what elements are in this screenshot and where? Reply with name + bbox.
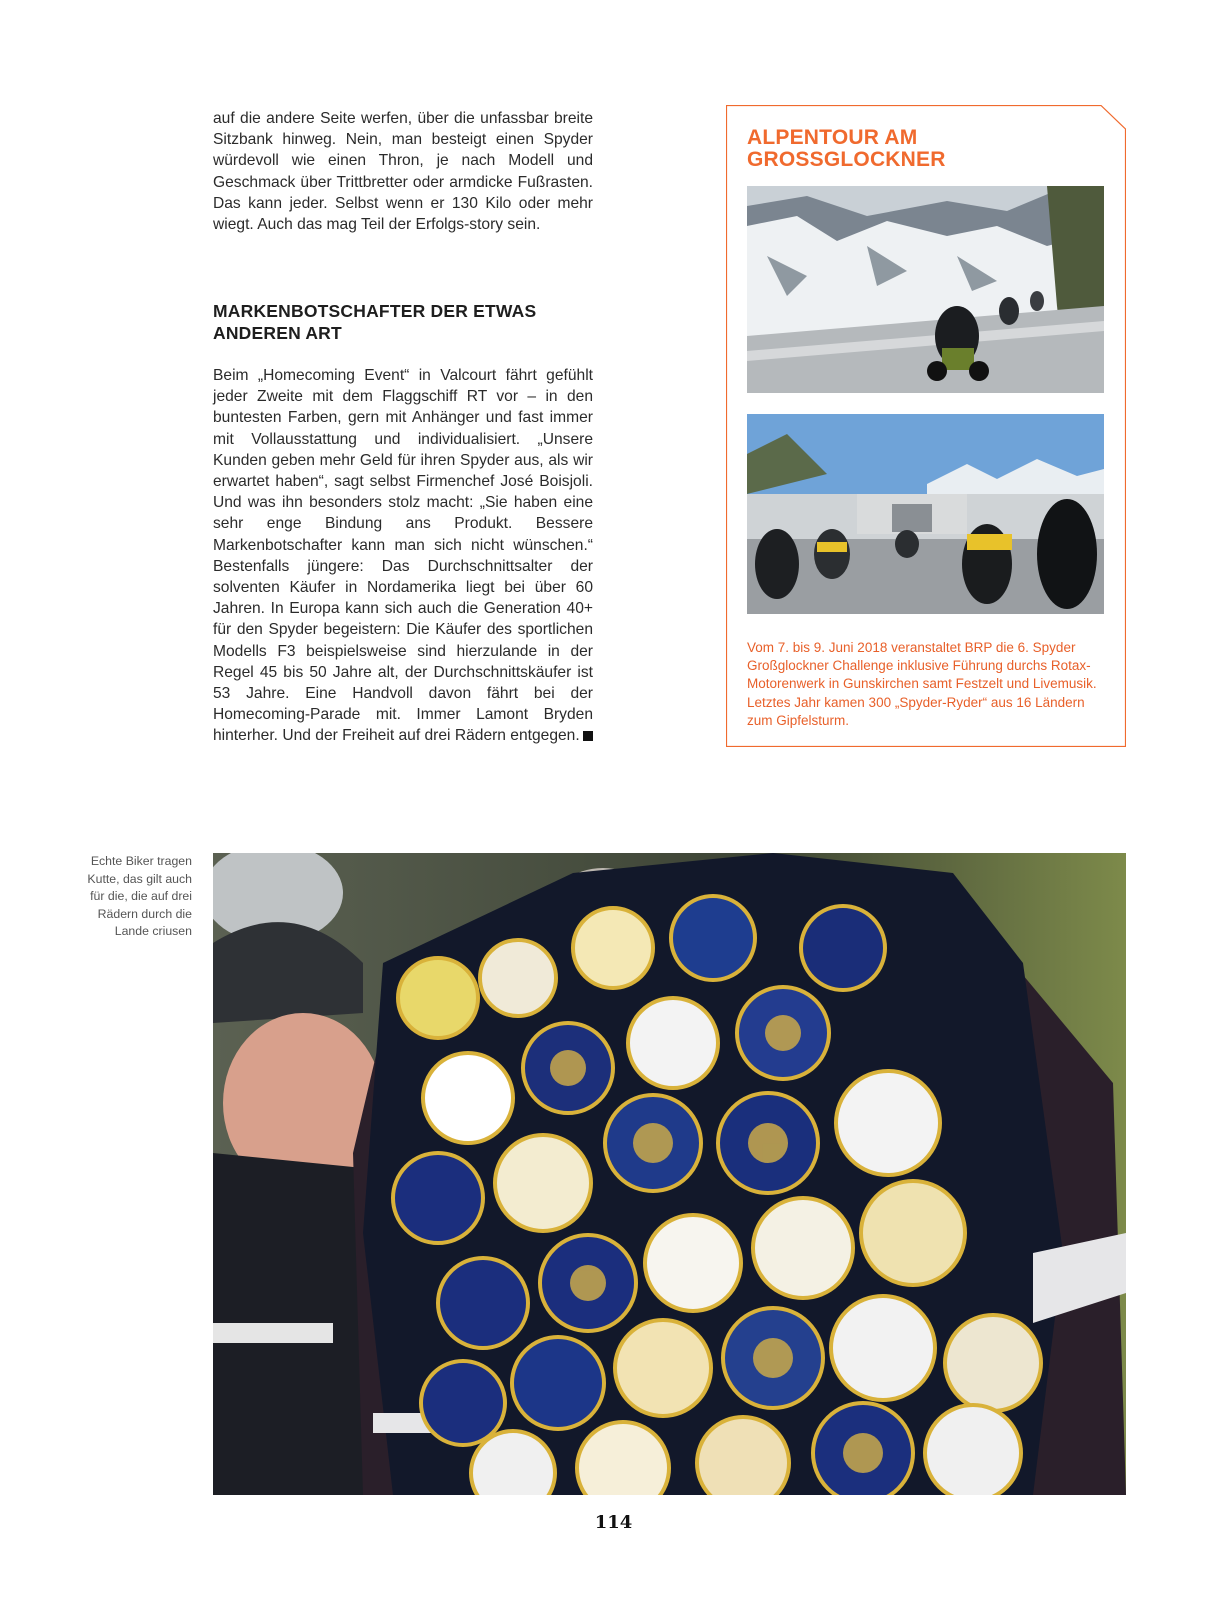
sidebar-title bbox=[747, 127, 1107, 171]
photo-glacier-road bbox=[747, 186, 1104, 393]
article-paragraph-2 bbox=[213, 365, 593, 747]
section-heading: MARKENBOTSCHAFTER DER ETWAS ANDEREN ART bbox=[213, 301, 537, 343]
page-number: 114 bbox=[594, 1512, 633, 1533]
photo-vest-state-seals bbox=[213, 853, 1126, 1495]
photo-group-at-pass bbox=[747, 414, 1104, 614]
article-paragraph-2-text: Beim „Homecoming Event“ in Valcourt fährt gefühlt jeder Zweite mit dem Flaggschiff RT vor – in den buntesten Farben, gern mit Anhänger und fast immer mit Vollausstattung und individualisiert. „Unsere Kunden geben mehr Geld für ihren Spyder aus, als wir erwartet haben“, sagt selbst Firmenchef José Boisjoli. Und was ihn besonders stolz macht: „Sie haben eine sehr enge Bindung ans Produkt. Bessere Markenbotschafter kann man sich nicht wünschen.“ Bestenfalls jüngere: Das Durchschnittsalter der solventen Käufer in Nordamerika liegt bei über 60 Jahren. In Europa kann sich auch die Generation 40+ für den Spyder begeistern: Die Käufer des sportlichen Modells F3 beispielsweise sind hierzulande in der Regel 45 bis 50 Jahre alt, der Durchschnittskäufer ist 53 Jahre. Eine Handvoll davon fährt bei der Homecoming-Parade mit. Immer Lamont Bryden hinterher. Und der Freiheit auf drei Rädern entgegen. bbox=[213, 367, 593, 745]
sidebar-box bbox=[726, 105, 1126, 747]
sidebar-title-line-2: GROSSGLOCKNER bbox=[747, 148, 946, 171]
sidebar-caption: Vom 7. bis 9. Juni 2018 veranstaltet BRP die 6. Spyder Großglockner Challenge inklusive Führung durchs Rotax-Motorenwerk in Gunskirchen samt Festzelt und Livemusik. Letztes Jahr kamen 300 „Spyder-Ryder“ aus 16 Ländern zum Gipfelsturm. bbox=[747, 640, 1097, 728]
photo-caption: Echte Biker tragen Kutte, das gilt auch für die, die auf drei Rädern durch die Lande criusen bbox=[87, 854, 192, 939]
article-paragraph-1: auf die andere Seite werfen, über die unfassbar breite Sitzbank hinweg. Nein, man besteigt einen Spyder würdevoll wie einen Thron, je nach Modell und Geschmack über Trittbretter oder armdicke Fußrasten. Das kann jeder. Selbst wenn er 130 Kilo oder mehr wiegt. Auch das mag Teil der Erfolgs-story sein. bbox=[213, 110, 593, 234]
sidebar-title-line-1: ALPENTOUR AM bbox=[747, 126, 918, 149]
end-mark-icon bbox=[583, 731, 593, 741]
